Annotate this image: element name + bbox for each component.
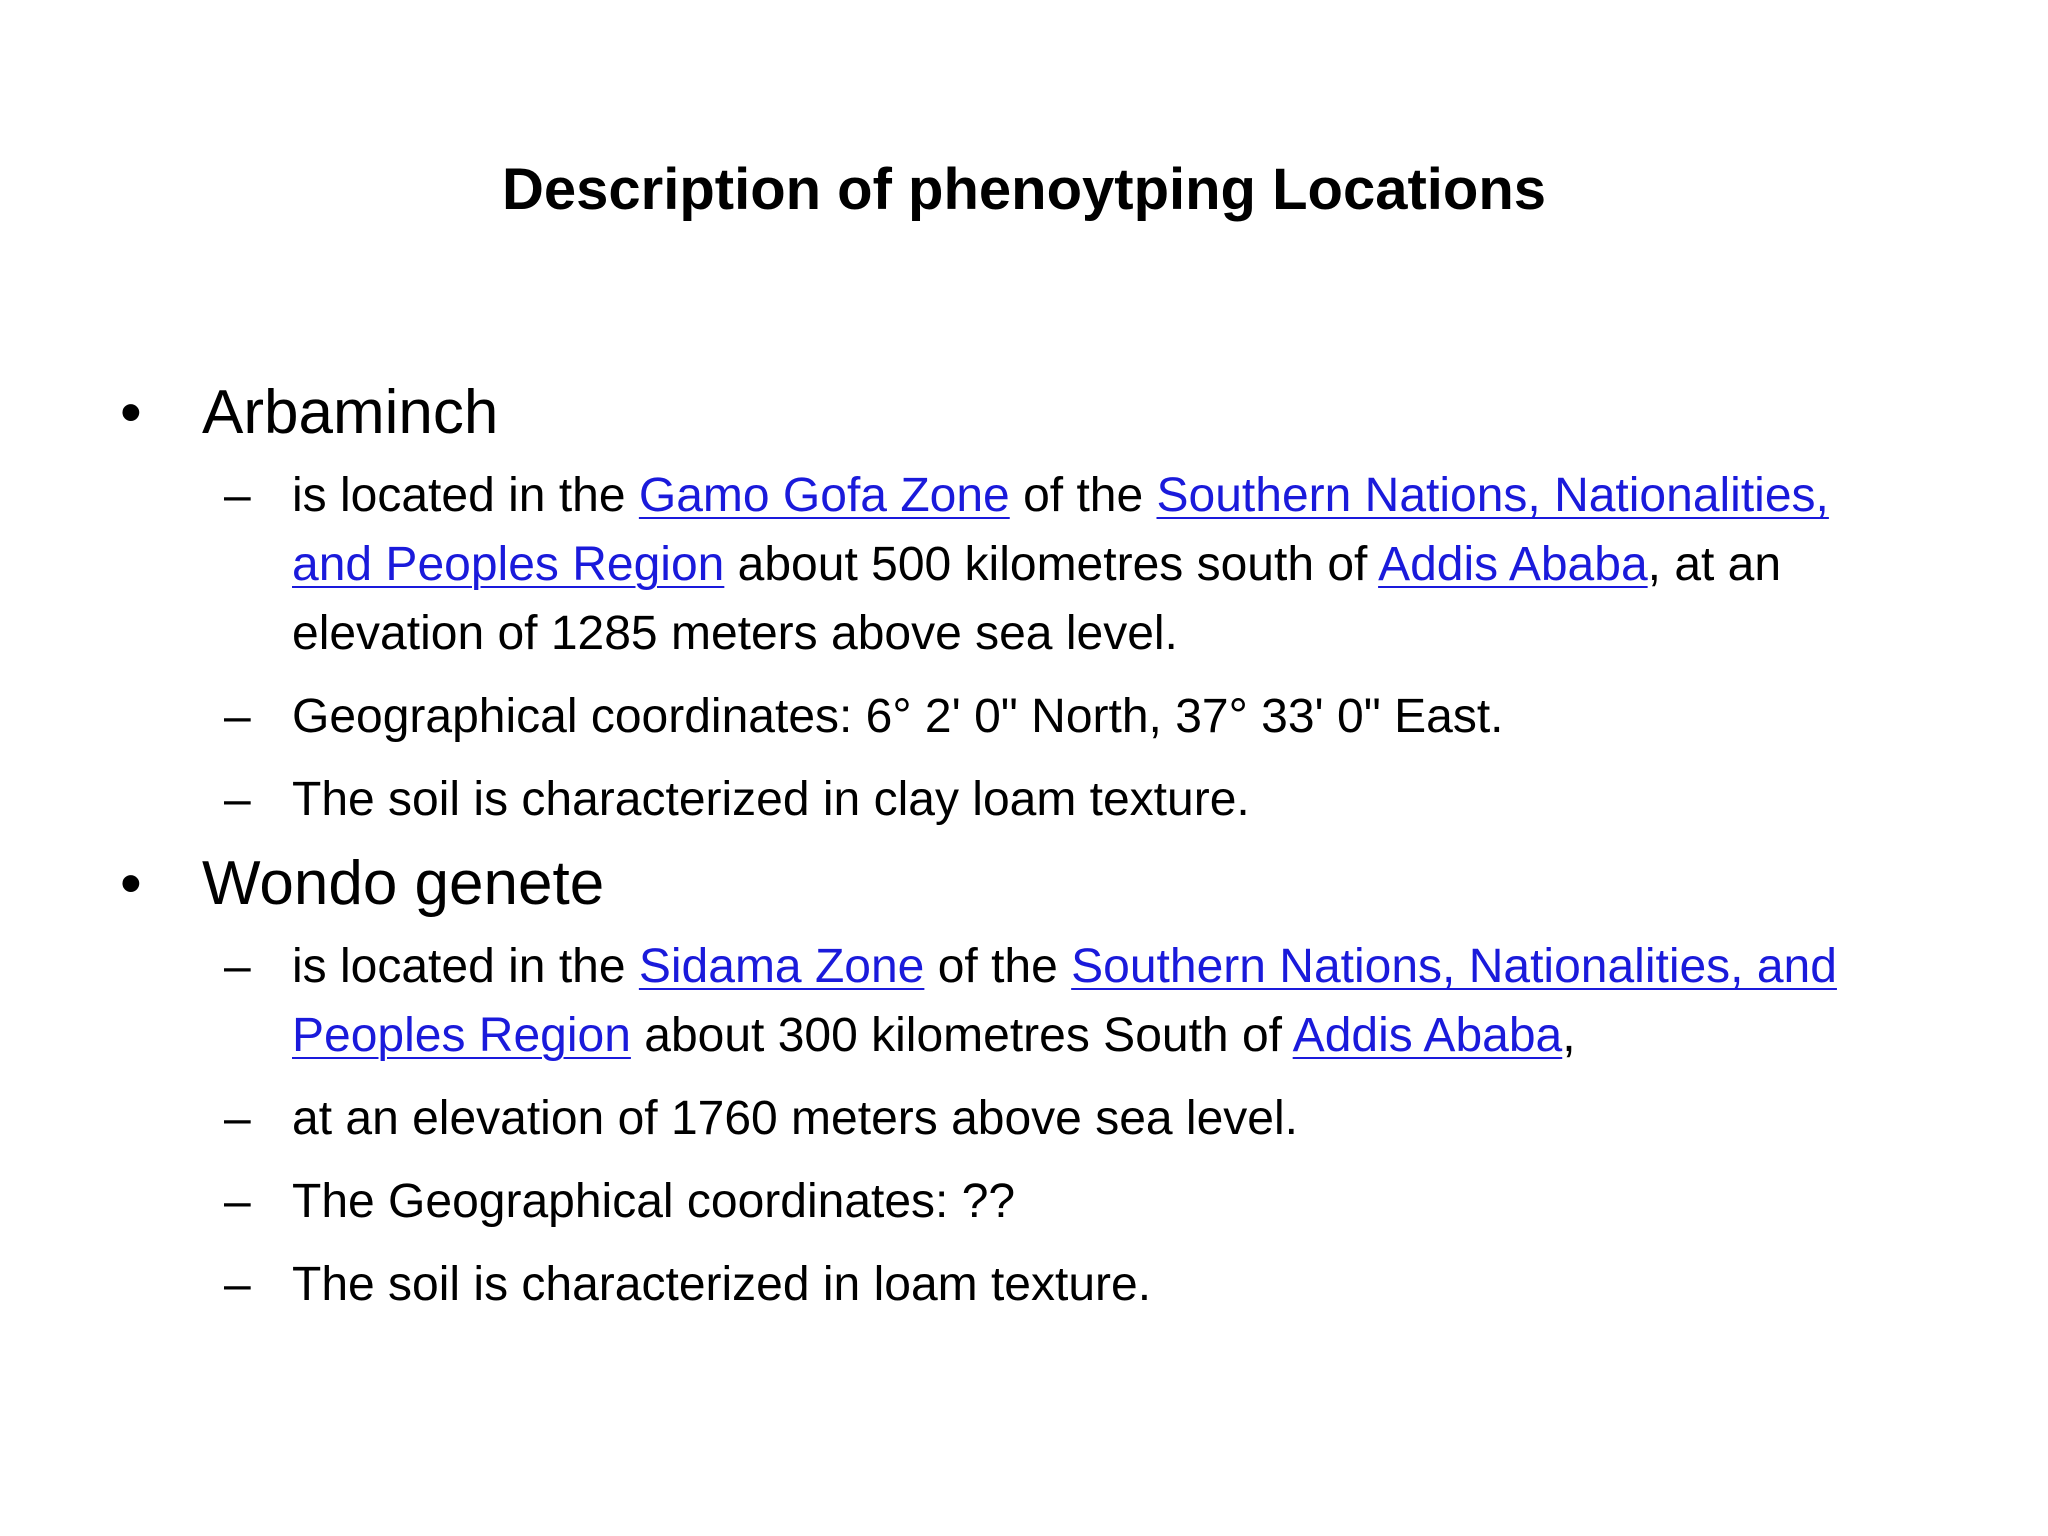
- item-text: at an elevation of 1760 meters above sea level.: [292, 1092, 1298, 1145]
- snnpr-link[interactable]: Southern Nations, Nationalities, and Peoples Region: [292, 469, 1829, 591]
- sidama-zone-link[interactable]: Sidama Zone: [638, 940, 925, 993]
- bullet-arbaminch: [120, 375, 1940, 451]
- wondo-soil-item: [120, 1250, 1892, 1319]
- item-text: about 300 kilometres South of: [630, 1009, 1293, 1062]
- dash-icon: –: [224, 1175, 251, 1228]
- item-text: is located in the: [292, 940, 639, 993]
- wondo-elevation-item: [120, 1084, 1892, 1153]
- gamo-gofa-zone-link[interactable]: Gamo Gofa Zone: [638, 469, 1010, 522]
- dash-icon: –: [224, 940, 251, 993]
- snnpr-link[interactable]: Southern Nations, Nationalities, and Peoples Region: [292, 940, 1837, 1062]
- arbaminch-soil-item: [120, 765, 1892, 834]
- bullet-icon: •: [120, 849, 142, 918]
- item-text: The Geographical coordinates: ??: [292, 1175, 1016, 1228]
- bullet-wondo-genete: [120, 846, 1940, 922]
- item-text: is located in the: [292, 469, 639, 522]
- item-text: ,: [1562, 1009, 1576, 1062]
- wondo-coordinates-item: [120, 1167, 1892, 1236]
- dash-icon: –: [224, 690, 251, 743]
- dash-icon: –: [224, 1258, 251, 1311]
- item-text: , at an elevation of 1285 meters above sea level.: [292, 538, 1782, 660]
- bullet-icon: •: [120, 378, 142, 447]
- item-text: about 500 kilometres south of: [724, 538, 1379, 591]
- item-text: The soil is characterized in clay loam texture.: [292, 773, 1250, 826]
- bullet-heading: Wondo genete: [202, 849, 605, 918]
- item-text: of the: [924, 940, 1072, 993]
- wondo-location-item: [120, 932, 1892, 1070]
- dash-icon: –: [224, 773, 251, 826]
- item-text: The soil is characterized in loam texture.: [292, 1258, 1152, 1311]
- item-text: of the: [1009, 469, 1157, 522]
- bullet-heading: Arbaminch: [202, 378, 499, 447]
- dash-icon: –: [224, 1092, 251, 1145]
- slide-title: Description of phenoytping Locations: [502, 157, 1546, 222]
- dash-icon: –: [224, 469, 251, 522]
- item-text: Geographical coordinates: 6° 2' 0" North, 37° 33' 0" East.: [292, 690, 1504, 743]
- arbaminch-location-item: [120, 461, 1892, 668]
- addis-ababa-link[interactable]: Addis Ababa: [1378, 538, 1648, 591]
- addis-ababa-link[interactable]: Addis Ababa: [1292, 1009, 1563, 1062]
- slide-content: [120, 375, 1940, 1319]
- arbaminch-coordinates-item: [120, 682, 1892, 751]
